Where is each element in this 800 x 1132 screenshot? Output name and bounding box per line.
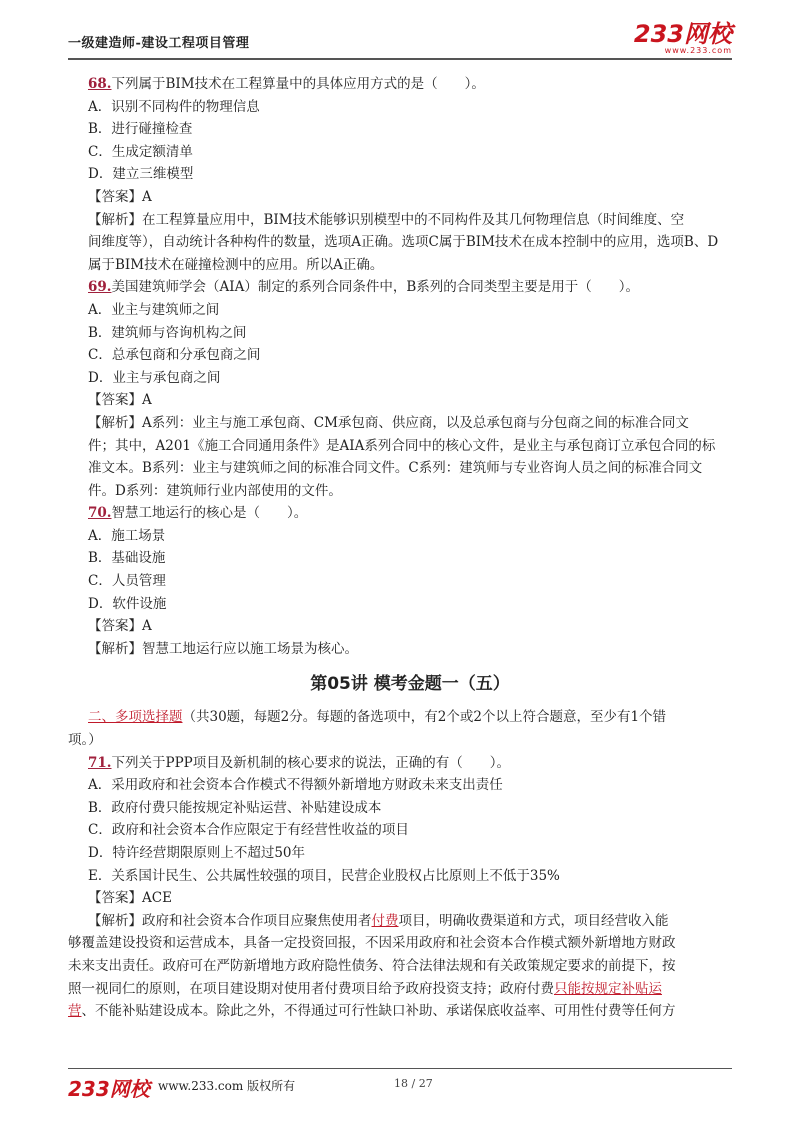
option: D．建立三维模型 xyxy=(88,166,194,183)
analysis-line: 间维度等），自动统计各种构件的数量，选项A正确。选项C属于BIM技术在成本控制中的应用，选项B、D xyxy=(88,234,719,251)
question-68-stem: 68.下列属于BIM技术在工程算量中的具体应用方式的是（ ）。 xyxy=(88,76,485,92)
option: C．生成定额清单 xyxy=(88,143,193,160)
question-number: 69. xyxy=(88,279,112,296)
question-number: 71. xyxy=(88,754,112,771)
option: C．总承包商和分承包商之间 xyxy=(88,347,261,364)
option: B．进行碰撞检查 xyxy=(88,121,193,138)
document-body xyxy=(68,73,732,1023)
question-69-stem: 69.美国建筑师学会（AIA）制定的系列合同条件中，B系列的合同类型主要是用于（ ）。 xyxy=(88,279,640,296)
option: D．软件设施 xyxy=(88,595,167,612)
question-70-stem: 70.智慧工地运行的核心是（ ）。 xyxy=(88,505,308,522)
highlight-term: 只能按规定补贴运 xyxy=(554,980,662,997)
analysis-line: 【解析】政府和社会资本合作项目应聚焦使用者付费项目，明确收费渠道和方式，项目经营收入能 xyxy=(88,912,669,929)
highlight-term: 付费 xyxy=(371,912,399,929)
page-footer xyxy=(68,1068,732,1109)
analysis-line: 【解析】A系列：业主与施工承包商、CM承包商、供应商，以及总承包商与分包商之间的标准合同文 xyxy=(88,414,689,431)
option: A．采用政府和社会资本合作模式不得额外新增地方财政未来支出责任 xyxy=(88,777,503,794)
logo-text: 233网校 xyxy=(633,20,732,48)
section-description-cont: 项。） xyxy=(68,732,102,749)
section-description: 二、多项选择题（共30题，每题2分。每题的备选项中，有2个或2个以上符合题意，至少有1个错 xyxy=(88,709,667,726)
option: A．业主与建筑师之间 xyxy=(88,301,220,318)
section-title: 第05讲 模考金题一（五） xyxy=(310,674,510,695)
answer: 【答案】A xyxy=(88,392,152,409)
analysis-line: 照一视同仁的原则，在项目建设期对使用者付费项目给予政府投资支持；政府付费只能按规定补贴运 xyxy=(68,980,662,997)
option: C．政府和社会资本合作应限定于有经营性收益的项目 xyxy=(88,822,409,839)
header-title: 一级建造师-建设工程项目管理 xyxy=(68,36,250,51)
option: D．业主与承包商之间 xyxy=(88,369,221,386)
analysis-line: 未来支出责任。政府可在严防新增地方政府隐性债务、符合法律法规和有关政策规定要求的前提下，按 xyxy=(68,957,676,974)
option: E．关系国计民生、公共属性较强的项目，民营企业股权占比原则上不低于35% xyxy=(88,867,560,884)
question-number: 70. xyxy=(88,505,112,522)
answer: 【答案】A xyxy=(88,618,152,635)
answer: 【答案】ACE xyxy=(88,890,172,907)
option: A．识别不同构件的物理信息 xyxy=(88,98,260,115)
page-header xyxy=(68,22,732,60)
analysis-line: 【解析】智慧工地运行应以施工场景为核心。 xyxy=(88,640,358,657)
option: D．特许经营期限原则上不超过50年 xyxy=(88,845,306,861)
footer-logo: 233网校 xyxy=(68,1077,150,1101)
option: B．建筑师与咨询机构之间 xyxy=(88,324,247,341)
question-71-stem: 71.下列关于PPP项目及新机制的核心要求的说法，正确的有（ ）。 xyxy=(88,754,510,771)
analysis-line: 属于BIM技术在碰撞检测中的应用。所以A正确。 xyxy=(88,256,384,273)
logo-sub: www.233.com xyxy=(664,46,732,55)
page-number: 18 / 27 xyxy=(394,1077,433,1090)
analysis-line: 【解析】在工程算量应用中，BIM技术能够识别模型中的不同构件及其几何物理信息（时间维度、空 xyxy=(88,211,685,228)
analysis-line: 件；其中，A201《施工合同通用条件》是AIA系列合同中的核心文件，是业主与承包商订立承包合同的标 xyxy=(88,437,716,454)
option: B．基础设施 xyxy=(88,550,166,567)
analysis-line: 够覆盖建设投资和运营成本，具备一定投资回报，不因采用政府和社会资本合作模式额外新增地方财政 xyxy=(68,935,676,952)
option: A．施工场景 xyxy=(88,527,166,544)
question-number: 68. xyxy=(88,76,112,92)
brand-logo xyxy=(634,22,732,55)
section-label: 二、多项选择题 xyxy=(88,709,183,726)
option: C．人员管理 xyxy=(88,573,166,590)
analysis-line: 营、不能补贴建设成本。除此之外，不得通过可行性缺口补助、承诺保底收益率、可用性付费等任何方 xyxy=(68,1003,676,1020)
highlight-term: 营 xyxy=(68,1003,82,1020)
option: B．政府付费只能按规定补贴运营、补贴建设成本 xyxy=(88,799,382,816)
answer: 【答案】A xyxy=(88,188,152,205)
analysis-line: 准文本。B系列：业主与建筑师之间的标准合同文件。C系列：建筑师与专业咨询人员之间的标准合同文 xyxy=(88,460,703,477)
analysis-line: 件。D系列：建筑师行业内部使用的文件。 xyxy=(88,482,342,499)
footer-site: www.233.com 版权所有 xyxy=(158,1079,296,1093)
